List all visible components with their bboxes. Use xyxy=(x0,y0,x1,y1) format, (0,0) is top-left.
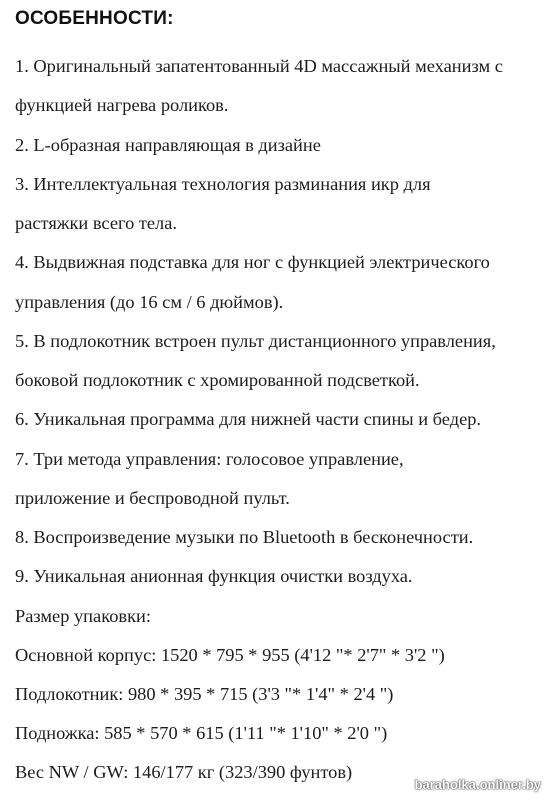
text-line: 7. Три метода управления: голосовое управление, xyxy=(15,449,404,469)
site-watermark: baraholka.onliner.by xyxy=(414,777,541,792)
text-line: 2. L-образная направляющая в дизайне xyxy=(15,135,321,155)
text-line: Подножка: 585 * 570 * 615 (1'11 "* 1'10" * 2'0 ") xyxy=(15,723,388,743)
text-line: боковой подлокотник с хромированной подсветкой. xyxy=(15,370,420,390)
text-line: 8. Воспроизведение музыки по Bluetooth в бесконечности. xyxy=(15,527,474,547)
text-line: 9. Уникальная анионная функция очистки воздуха. xyxy=(15,566,413,586)
text-line: приложение и беспроводной пульт. xyxy=(15,488,290,508)
features-heading: ОСОБЕННОСТИ: xyxy=(15,8,174,29)
text-line: растяжки всего тела. xyxy=(15,213,177,233)
packaging-heading: Размер упаковки: xyxy=(15,606,151,626)
text-line: управления (до 16 см / 6 дюймов). xyxy=(15,292,284,312)
text-line: Основной корпус: 1520 * 795 * 955 (4'12 "* 2'7" * 3'2 ") xyxy=(15,645,445,665)
text-line: 6. Уникальная программа для нижней части спины и бедер. xyxy=(15,409,482,429)
text-line: 5. В подлокотник встроен пульт дистанционного управления, xyxy=(15,331,496,351)
text-line: функцией нагрева роликов. xyxy=(15,95,229,115)
text-line: Подлокотник: 980 * 395 * 715 (3'3 "* 1'4" * 2'4 ") xyxy=(15,684,394,704)
text-line: 3. Интеллектуальная технология разминания икр для xyxy=(15,174,431,194)
text-line: 4. Выдвижная подставка для ног с функцией электрического xyxy=(15,252,490,272)
text-line: 1. Оригинальный запатентованный 4D массажный механизм с xyxy=(15,56,503,76)
text-line: Вес NW / GW: 146/177 кг (323/390 фунтов) xyxy=(15,762,353,782)
